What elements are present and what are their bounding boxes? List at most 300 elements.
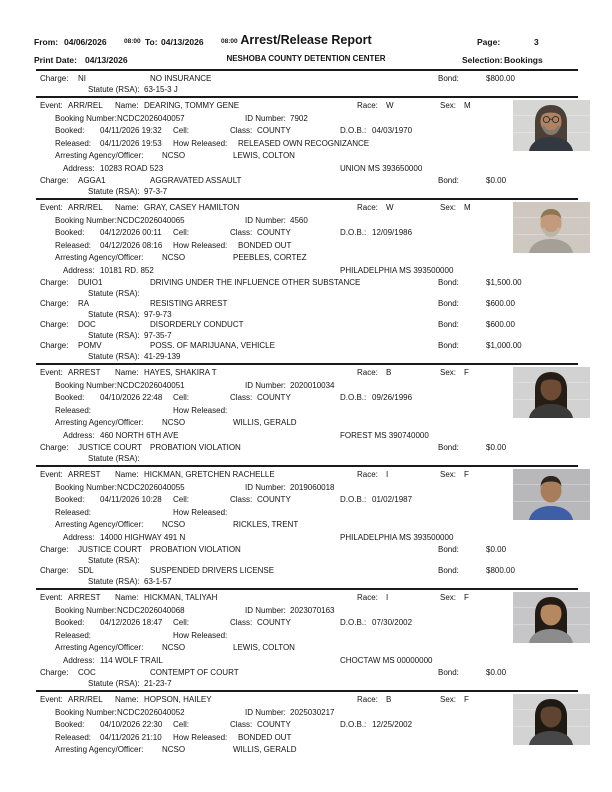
id-number-value: 4560	[290, 215, 308, 225]
arresting-officer: LEWIS, COLTON	[233, 151, 295, 160]
name-label: Name:	[115, 101, 139, 110]
arresting-row	[36, 744, 578, 757]
booked-label: Booked:	[55, 618, 85, 627]
charge-row	[36, 298, 578, 309]
event-block	[36, 690, 578, 759]
released-row	[36, 138, 578, 151]
charge-row	[36, 175, 578, 186]
event-type: ARR/REL	[68, 203, 103, 212]
charge-code: AGGA1	[78, 176, 106, 185]
name-label: Name:	[115, 593, 139, 602]
statute-row	[36, 351, 578, 361]
id-number-value: 7902	[290, 113, 308, 123]
class-label: Class:	[230, 720, 253, 729]
address-city: PHILADELPHIA MS 393500000	[340, 532, 454, 542]
address-street: 14000 HIGHWAY 491 N	[100, 532, 186, 542]
arresting-label: Arresting Agency/Officer:	[55, 745, 144, 754]
race-value: W	[386, 203, 394, 212]
charge-row	[36, 442, 578, 453]
booked-row	[36, 392, 578, 405]
race-value: I	[386, 593, 389, 602]
selection-value: Bookings	[504, 55, 543, 65]
address-row	[36, 265, 578, 278]
dob-label: D.O.B.:	[340, 126, 367, 135]
bond-label: Bond:	[438, 299, 459, 308]
statute-row	[36, 288, 578, 298]
bond-amount: $0.00	[486, 545, 507, 554]
arresting-officer: RICKLES, TRENT	[233, 520, 299, 529]
dob-value: 04/03/1970	[372, 126, 413, 135]
event-label: Event:	[40, 470, 63, 479]
released-label: Released:	[55, 630, 92, 640]
dob-value: 12/09/1986	[372, 228, 413, 237]
arresting-agency: NCSO	[162, 253, 186, 262]
how-released-value: BONDED OUT	[238, 732, 292, 742]
sex-label: Sex:	[440, 695, 457, 704]
name-label: Name:	[115, 203, 139, 212]
charge-label: Charge:	[40, 176, 69, 185]
how-released-label: How Released:	[173, 138, 228, 148]
booking-row	[36, 113, 578, 126]
statute-label: Statute (RSA):	[88, 310, 140, 319]
address-city: FOREST MS 390740000	[340, 430, 429, 440]
charge-list	[36, 277, 578, 361]
charge-label: Charge:	[40, 443, 69, 452]
event-type: ARREST	[68, 368, 101, 377]
booking-number-label: Booking Number:	[55, 482, 117, 492]
charge-code: DOC	[78, 320, 96, 329]
charge-row	[36, 544, 578, 555]
id-number-label: ID Number:	[245, 113, 286, 123]
sex-value: F	[464, 368, 469, 377]
arresting-row	[36, 417, 578, 430]
class-value: COUNTY	[257, 495, 291, 504]
charge-description: NO INSURANCE	[150, 74, 212, 83]
statute-label: Statute (RSA):	[88, 85, 140, 94]
arresting-label: Arresting Agency/Officer:	[55, 418, 144, 427]
cell-label: Cell:	[173, 495, 190, 504]
inmate-name: HICKMAN, TALIYAH	[144, 593, 218, 602]
dob-label: D.O.B.:	[340, 495, 367, 504]
charge-description: PROBATION VIOLATION	[150, 443, 241, 452]
arresting-label: Arresting Agency/Officer:	[55, 151, 144, 160]
released-row	[36, 240, 578, 253]
event-label: Event:	[40, 695, 63, 704]
event-list	[0, 96, 612, 759]
charge-code: JUSTICE COURT	[78, 545, 142, 554]
cell-label: Cell:	[173, 393, 190, 402]
arresting-agency: NCSO	[162, 418, 186, 427]
class-value: COUNTY	[257, 618, 291, 627]
cell-label: Cell:	[173, 228, 190, 237]
sex-value: F	[464, 470, 469, 479]
released-row	[36, 405, 578, 418]
print-date-value: 04/13/2026	[85, 55, 128, 65]
event-name-row	[36, 592, 578, 605]
booking-row	[36, 215, 578, 228]
sex-value: M	[464, 203, 471, 212]
charge-label: Charge:	[40, 278, 69, 287]
charge-description: RESISTING ARREST	[150, 299, 228, 308]
bond-amount: $600.00	[486, 299, 515, 308]
carryover-charge-block	[36, 69, 578, 96]
arresting-officer: WILLIS, GERALD	[233, 745, 297, 754]
sex-label: Sex:	[440, 203, 457, 212]
arresting-label: Arresting Agency/Officer:	[55, 520, 144, 529]
sex-value: F	[464, 593, 469, 602]
bond-amount: $0.00	[486, 176, 507, 185]
bond-label: Bond:	[438, 545, 459, 554]
bond-label: Bond:	[438, 278, 459, 287]
header-row-2	[34, 52, 578, 69]
bond-amount: $1,000.00	[486, 341, 522, 350]
arresting-row	[36, 150, 578, 163]
how-released-value: BONDED OUT	[238, 240, 292, 250]
charge-code: SDL	[78, 566, 94, 575]
facility-name: NESHOBA COUNTY DETENTION CENTER	[226, 54, 386, 63]
address-row	[36, 655, 578, 668]
event-label: Event:	[40, 203, 63, 212]
charge-label: Charge:	[40, 320, 69, 329]
report-header	[34, 34, 578, 69]
booked-value: 04/10/2026 22:30	[100, 720, 163, 729]
arresting-agency: NCSO	[162, 745, 186, 754]
sex-label: Sex:	[440, 470, 457, 479]
statute-label: Statute (RSA):	[88, 577, 140, 586]
dob-value: 01/02/1987	[372, 495, 413, 504]
charge-row	[36, 319, 578, 330]
sex-value: F	[464, 695, 469, 704]
released-value: 04/11/2026 19:53	[100, 138, 162, 148]
booked-row	[36, 227, 578, 240]
dob-label: D.O.B.:	[340, 228, 367, 237]
statute-value: 63-15-3 J	[144, 85, 178, 94]
booked-value: 04/10/2026 22:48	[100, 393, 163, 402]
released-row	[36, 732, 578, 745]
event-block	[36, 588, 578, 690]
statute-row	[36, 576, 578, 586]
booked-value: 04/11/2026 19:32	[100, 126, 162, 135]
booked-row	[36, 125, 578, 138]
booked-label: Booked:	[55, 720, 85, 729]
charge-label: Charge:	[40, 299, 69, 308]
charge-list	[36, 544, 578, 586]
statute-label: Statute (RSA):	[88, 187, 140, 196]
inmate-name: HAYES, SHAKIRA T	[144, 368, 217, 377]
statute-value: 63-1-57	[144, 577, 172, 586]
address-street: 114 WOLF TRAIL	[100, 655, 163, 665]
race-value: W	[386, 101, 394, 110]
booked-row	[36, 617, 578, 630]
charge-label: Charge:	[40, 668, 69, 677]
class-label: Class:	[230, 126, 253, 135]
bond-label: Bond:	[438, 341, 459, 350]
id-number-label: ID Number:	[245, 215, 286, 225]
booked-row	[36, 719, 578, 732]
from-label: From:	[34, 37, 59, 47]
statute-row	[36, 84, 578, 94]
class-value: COUNTY	[257, 720, 291, 729]
race-label: Race:	[357, 203, 378, 212]
bond-label: Bond:	[438, 566, 459, 575]
event-label: Event:	[40, 368, 63, 377]
event-type: ARR/REL	[68, 695, 103, 704]
class-value: COUNTY	[257, 393, 291, 402]
statute-row	[36, 678, 578, 688]
address-city: CHOCTAW MS 00000000	[340, 655, 433, 665]
booking-number-label: Booking Number:	[55, 380, 117, 390]
charge-row	[36, 73, 578, 84]
charge-description: CONTEMPT OF COURT	[150, 668, 239, 677]
booked-row	[36, 494, 578, 507]
dob-label: D.O.B.:	[340, 618, 367, 627]
charge-row	[36, 277, 578, 288]
booked-label: Booked:	[55, 126, 85, 135]
statute-value: 21-23-7	[144, 679, 172, 688]
booking-row	[36, 380, 578, 393]
address-row	[36, 163, 578, 176]
statute-label: Statute (RSA):	[88, 331, 140, 340]
booking-number-value: NCDC2026040052	[117, 707, 185, 717]
name-label: Name:	[115, 368, 139, 377]
arresting-officer: WILLIS, GERALD	[233, 418, 297, 427]
id-number-value: 2023070163	[290, 605, 335, 615]
statute-value: 97-9-73	[144, 310, 172, 319]
released-label: Released:	[55, 240, 92, 250]
bond-amount: $1,500.00	[486, 278, 522, 287]
race-label: Race:	[357, 368, 378, 377]
arresting-agency: NCSO	[162, 151, 186, 160]
class-label: Class:	[230, 495, 253, 504]
bond-amount: $0.00	[486, 443, 507, 452]
charge-code: COC	[78, 668, 96, 677]
address-row	[36, 430, 578, 443]
charge-label: Charge:	[40, 545, 69, 554]
statute-value: 41-29-139	[144, 352, 181, 361]
header-row-1	[34, 34, 578, 52]
address-city: PHILADELPHIA MS 393500000	[340, 265, 454, 275]
event-name-row	[36, 367, 578, 380]
how-released-label: How Released:	[173, 507, 228, 517]
name-label: Name:	[115, 470, 139, 479]
arresting-row	[36, 252, 578, 265]
booking-row	[36, 605, 578, 618]
booked-label: Booked:	[55, 495, 85, 504]
sex-value: M	[464, 101, 471, 110]
race-label: Race:	[357, 695, 378, 704]
released-label: Released:	[55, 732, 92, 742]
charge-row	[36, 667, 578, 678]
arresting-label: Arresting Agency/Officer:	[55, 643, 144, 652]
booking-number-value: NCDC2026040051	[117, 380, 185, 390]
how-released-label: How Released:	[173, 630, 228, 640]
charge-code: NI	[78, 74, 86, 83]
event-name-row	[36, 694, 578, 707]
booking-number-label: Booking Number:	[55, 215, 117, 225]
class-value: COUNTY	[257, 228, 291, 237]
event-name-row	[36, 469, 578, 482]
how-released-label: How Released:	[173, 405, 228, 415]
statute-row	[36, 330, 578, 340]
statute-row	[36, 309, 578, 319]
address-label: Address:	[63, 430, 95, 440]
from-date: 04/06/2026	[64, 37, 107, 47]
booked-label: Booked:	[55, 393, 85, 402]
id-number-value: 2025030217	[290, 707, 335, 717]
address-street: 10181 RD. 852	[100, 265, 154, 275]
class-value: COUNTY	[257, 126, 291, 135]
booking-number-label: Booking Number:	[55, 707, 117, 717]
charge-description: SUSPENDED DRIVERS LICENSE	[150, 566, 275, 575]
statute-label: Statute (RSA):	[88, 454, 140, 463]
from-time: 08:00	[124, 38, 141, 45]
statute-label: Statute (RSA):	[88, 679, 140, 688]
sex-label: Sex:	[440, 593, 457, 602]
page-title: Arrest/Release Report	[240, 33, 372, 47]
statute-label: Statute (RSA):	[88, 289, 140, 298]
charge-code: RA	[78, 299, 90, 308]
print-date-label: Print Date:	[34, 55, 77, 65]
race-value: I	[386, 470, 389, 479]
event-type: ARREST	[68, 593, 101, 602]
race-label: Race:	[357, 101, 378, 110]
selection-label: Selection:	[462, 55, 503, 65]
inmate-name: HICKMAN, GRETCHEN RACHELLE	[144, 470, 275, 479]
class-label: Class:	[230, 393, 253, 402]
charge-label: Charge:	[40, 74, 69, 83]
arresting-label: Arresting Agency/Officer:	[55, 253, 144, 262]
bond-amount: $600.00	[486, 320, 515, 329]
released-label: Released:	[55, 138, 92, 148]
class-label: Class:	[230, 228, 253, 237]
cell-label: Cell:	[173, 126, 190, 135]
event-label: Event:	[40, 101, 63, 110]
charge-code: JUSTICE COURT	[78, 443, 142, 452]
event-block	[36, 363, 578, 465]
id-number-value: 2019060018	[290, 482, 335, 492]
address-label: Address:	[63, 532, 95, 542]
race-label: Race:	[357, 593, 378, 602]
booking-number-value: NCDC2026040068	[117, 605, 185, 615]
how-released-label: How Released:	[173, 732, 228, 742]
booking-number-label: Booking Number:	[55, 113, 117, 123]
to-time: 08:00	[221, 38, 238, 45]
sex-label: Sex:	[440, 101, 457, 110]
released-value: 04/11/2026 21:10	[100, 732, 162, 742]
booking-number-value: NCDC2026040055	[117, 482, 185, 492]
charge-list	[36, 442, 578, 463]
id-number-label: ID Number:	[245, 482, 286, 492]
address-label: Address:	[63, 265, 95, 275]
address-row	[36, 532, 578, 545]
arresting-row	[36, 519, 578, 532]
event-type: ARR/REL	[68, 101, 103, 110]
statute-row	[36, 555, 578, 565]
statute-label: Statute (RSA):	[88, 556, 140, 565]
class-label: Class:	[230, 618, 253, 627]
id-number-label: ID Number:	[245, 380, 286, 390]
race-label: Race:	[357, 470, 378, 479]
event-name-row	[36, 202, 578, 215]
address-street: 460 NORTH 6TH AVE	[100, 430, 179, 440]
event-block	[36, 96, 578, 198]
address-label: Address:	[63, 655, 95, 665]
bond-label: Bond:	[438, 176, 459, 185]
charge-label: Charge:	[40, 341, 69, 350]
event-name-row	[36, 100, 578, 113]
arresting-row	[36, 642, 578, 655]
booked-value: 04/12/2026 00:11	[100, 228, 162, 237]
bond-label: Bond:	[438, 74, 459, 83]
released-row	[36, 507, 578, 520]
released-value: 04/12/2026 08:16	[100, 240, 163, 250]
event-label: Event:	[40, 593, 63, 602]
race-value: B	[386, 695, 392, 704]
booked-value: 04/11/2026 10:28	[100, 495, 162, 504]
booking-row	[36, 482, 578, 495]
released-label: Released:	[55, 507, 92, 517]
how-released-value: RELEASED OWN RECOGNIZANCE	[238, 138, 370, 148]
sex-label: Sex:	[440, 368, 457, 377]
booking-number-value: NCDC2026040065	[117, 215, 185, 225]
id-number-label: ID Number:	[245, 707, 286, 717]
dob-value: 07/30/2002	[372, 618, 413, 627]
charge-list	[36, 667, 578, 688]
released-row	[36, 630, 578, 643]
id-number-label: ID Number:	[245, 605, 286, 615]
cell-label: Cell:	[173, 618, 190, 627]
bond-label: Bond:	[438, 668, 459, 677]
charge-row	[36, 340, 578, 351]
booking-number-label: Booking Number:	[55, 605, 117, 615]
bond-amount: $800.00	[486, 74, 515, 83]
inmate-name: GRAY, CASEY HAMILTON	[144, 203, 240, 212]
statute-label: Statute (RSA):	[88, 352, 140, 361]
event-block	[36, 198, 578, 363]
to-date: 04/13/2026	[161, 37, 204, 47]
arresting-officer: PEEBLES, CORTEZ	[233, 253, 307, 262]
arresting-agency: NCSO	[162, 643, 186, 652]
inmate-name: HOPSON, HAILEY	[144, 695, 212, 704]
dob-value: 09/26/1996	[372, 393, 413, 402]
bond-amount: $0.00	[486, 668, 507, 677]
address-city: UNION MS 393650000	[340, 163, 423, 173]
bond-amount: $800.00	[486, 566, 515, 575]
charge-label: Charge:	[40, 566, 69, 575]
statute-row	[36, 186, 578, 196]
dob-label: D.O.B.:	[340, 393, 367, 402]
page-number: 3	[534, 37, 539, 47]
address-label: Address:	[63, 163, 95, 173]
arresting-officer: LEWIS, COLTON	[233, 643, 295, 652]
booking-row	[36, 707, 578, 720]
charge-description: PROBATION VIOLATION	[150, 545, 241, 554]
how-released-label: How Released:	[173, 240, 228, 250]
charge-description: DRIVING UNDER THE INFLUENCE OTHER SUBSTANCE	[150, 278, 361, 287]
charge-list	[36, 175, 578, 196]
cell-label: Cell:	[173, 720, 190, 729]
dob-label: D.O.B.:	[340, 720, 367, 729]
event-block	[36, 465, 578, 588]
inmate-name: DEARING, TOMMY GENE	[144, 101, 240, 110]
booking-number-value: NCDC2026040057	[117, 113, 185, 123]
to-label: To:	[145, 37, 158, 47]
charge-description: DISORDERLY CONDUCT	[150, 320, 244, 329]
charge-description: AGGRAVATED ASSAULT	[150, 176, 242, 185]
released-label: Released:	[55, 405, 92, 415]
statute-value: 97-3-7	[144, 187, 168, 196]
bond-label: Bond:	[438, 443, 459, 452]
